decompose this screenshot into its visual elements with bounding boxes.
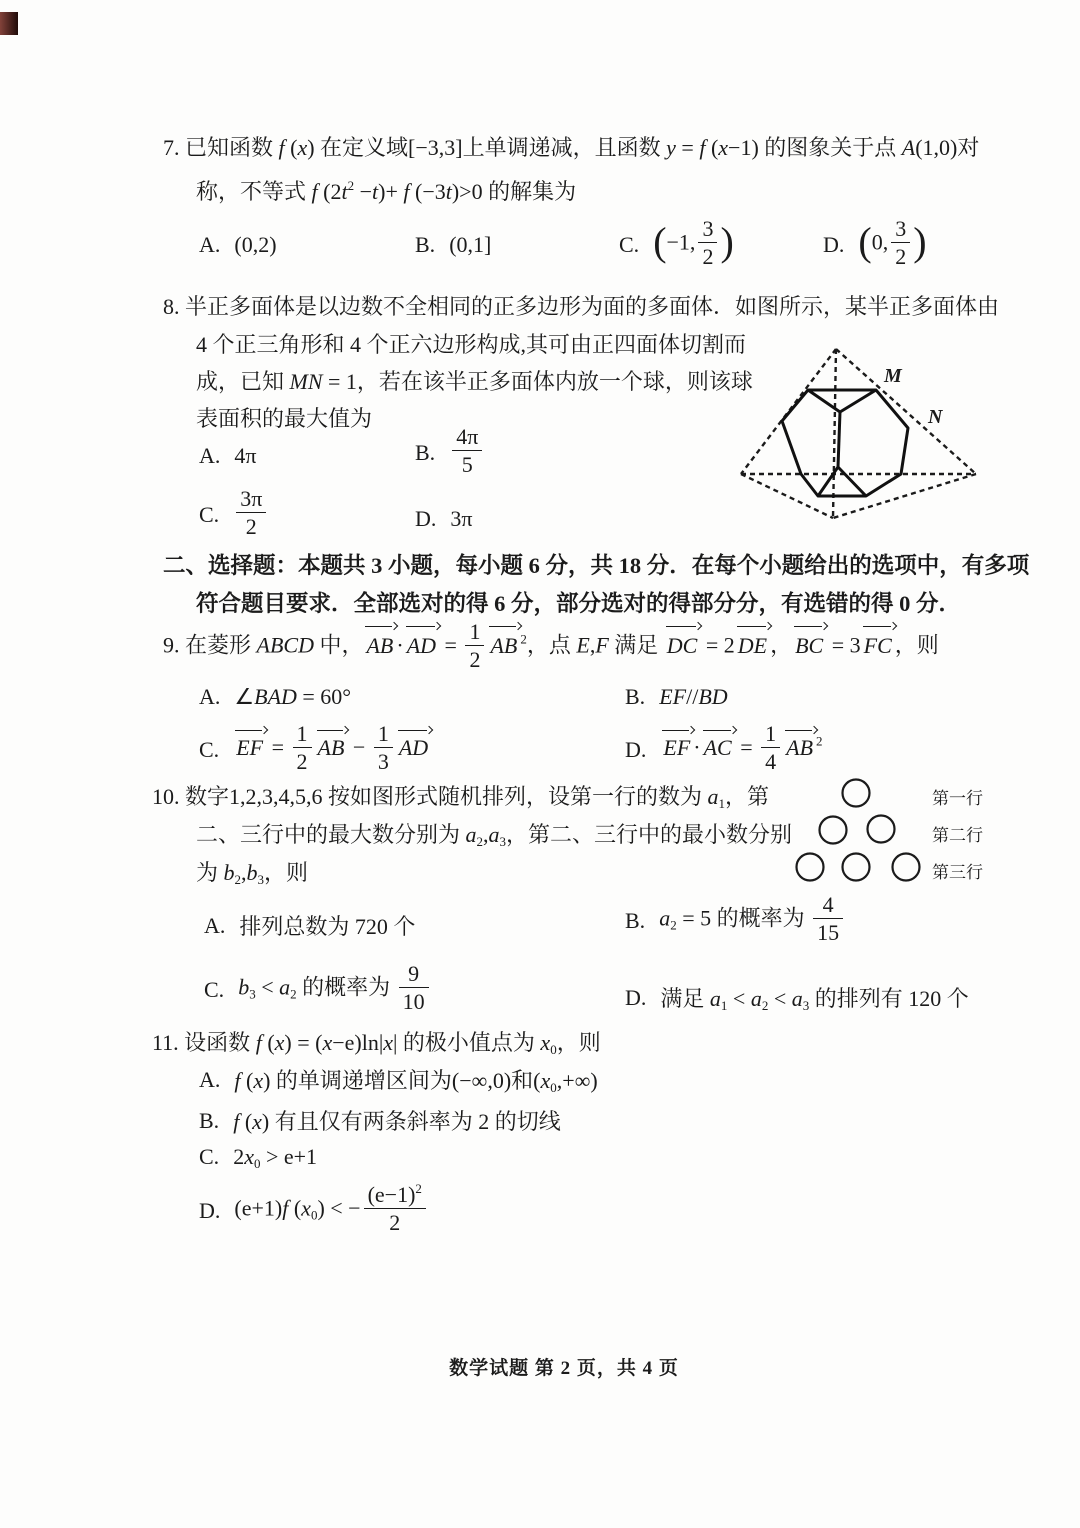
page-footer: 数学试题 第 2 页，共 4 页: [449, 1358, 679, 1379]
question-10-stem-line-1: 10. 数字1,2,3,4,5,6 按如图形式随机排列，设第一行的数为 $a_1$，第: [152, 784, 770, 811]
circle-grid-row-label-3: 第三行: [932, 863, 983, 882]
question-10-stem-line-2: 二、三行中的最大数分别为 $a_2,a_3$，第二、三行中的最小数分别: [196, 822, 793, 849]
option-content: (0, $\frac{3}{2}$ ): [858, 216, 927, 270]
question-10-option-d: [625, 982, 969, 1013]
circle-grid-row-label-1: 第一行: [932, 789, 983, 808]
question-7-stem-line-1: 7. 已知函数 f (x) 在定义域[−3,3]上单调递减，且函数 y = f (x−1) 的图象关于点 A(1,0)对: [163, 135, 980, 160]
option-content: $b_3 < a_2$ 的概率为 $\frac{9}{10}$: [238, 964, 431, 1015]
option-content: (−1, $\frac{3}{2}$ ): [653, 216, 734, 270]
question-9-stem: 9. 在菱形 ABCD 中， AB · AD = $\frac{1}{2}$ AB $^2$，点 E,F 满足 DC = 2 DE ， BC = 3 FC ，则: [163, 619, 939, 673]
question-7-stem-line-2: 称，不等式 f $(2t^2 -t)+ f$ (−3t)>0 的解集为: [196, 178, 577, 204]
section-2-header-line-2: 符合题目要求．全部选对的得 6 分，部分选对的得部分分，有选错的得 0 分．: [196, 591, 962, 616]
question-11-stem: 11. 设函数 f (x) = (x−e)ln|x| 的极小值点为 $x_0$，则: [152, 1030, 601, 1057]
corner-scan-mark: [0, 12, 18, 35]
option-content: f (x) 的单调递增区间为(−∞,0)和$(x_0,+\infty)$: [234, 1068, 598, 1095]
question-8-option-d: [415, 506, 473, 532]
option-label: D.: [199, 1197, 221, 1223]
question-11-option-c: [199, 1144, 317, 1170]
question-11-option-a: [199, 1064, 598, 1095]
question-8-stem-line-1: 8. 半正多面体是以边数不全相同的正多边形为面的多面体．如图所示，某半正多面体由: [163, 294, 1000, 319]
option-label: A.: [199, 443, 221, 468]
option-content: 3π: [450, 506, 473, 531]
polyhedron-vertex-label-n: N: [928, 406, 943, 428]
question-8-stem-line-3: 成，已知 MN = 1，若在该半正多面体内放一个球，则该球: [196, 369, 753, 394]
option-content: 4π: [234, 443, 257, 468]
question-8-option-a: [199, 443, 257, 469]
option-content: EF//BD: [659, 684, 728, 709]
circle-grid-row-label-2: 第二行: [932, 826, 983, 845]
option-content: (e+1)f $(x_0)$ < − $\frac{(e-1)^2}{2}$: [234, 1185, 429, 1236]
question-11-option-b: [199, 1105, 561, 1136]
question-9-option-b: [625, 684, 728, 710]
option-label: A.: [204, 912, 226, 938]
option-content: 满足 $a_1 < a_2 < a_3$ 的排列有 120 个: [660, 986, 969, 1013]
option-label: C.: [199, 1144, 220, 1169]
option-content: (0,1]: [449, 232, 492, 257]
question-10-option-b: [625, 892, 846, 946]
option-content: f (x) 有且仅有两条斜率为 2 的切线: [233, 1109, 561, 1134]
question-9-option-a: [199, 684, 351, 710]
option-label: C.: [199, 501, 220, 527]
question-7-option-a: [199, 232, 277, 258]
question-10-option-c: [204, 961, 432, 1015]
option-content: EF = $\frac{1}{2}$ AB − $\frac{1}{3}$ AD: [236, 721, 429, 775]
question-8-option-c: [199, 486, 269, 540]
option-content: 排列总数为 720 个: [239, 914, 416, 939]
option-label: D.: [625, 984, 647, 1010]
section-2-header-line-1: 二、选择题：本题共 3 小题，每小题 6 分，共 18 分．在每个小题给出的选项中，有多项: [163, 553, 1030, 578]
option-label: D.: [415, 506, 437, 531]
question-9-option-d: [625, 721, 823, 775]
question-10-option-a: [204, 910, 415, 941]
option-label: A.: [199, 684, 221, 709]
option-content: $a_2 = 5$ 的概率为 $\frac{4}{15}$: [659, 895, 846, 946]
option-content: ∠BAD = 60°: [234, 684, 352, 709]
option-content: $\frac{4\pi}{5}$: [449, 427, 485, 478]
question-7-option-c: [619, 216, 734, 270]
option-label: B.: [625, 684, 646, 709]
question-7-option-b: [415, 232, 491, 258]
option-label: B.: [199, 1107, 220, 1133]
option-content: EF · AC = $\frac{1}{4}$ AB $^2$: [663, 721, 823, 775]
polyhedron-figure: [733, 333, 983, 533]
question-10-stem-line-3: 为 $b_2,b_3$，则: [196, 860, 309, 887]
option-label: C.: [204, 976, 225, 1002]
option-label: A.: [199, 1066, 221, 1092]
option-content: $2x_0 > e+1$: [233, 1144, 318, 1171]
question-8-stem-line-4: 表面积的最大值为: [196, 406, 373, 431]
question-8-option-b: [415, 424, 485, 478]
option-label: B.: [625, 907, 646, 933]
question-7-option-d: [823, 216, 927, 270]
polyhedron-vertex-label-m: M: [884, 365, 902, 387]
question-9-option-c: [199, 721, 431, 775]
option-label: A.: [199, 232, 221, 257]
option-label: C.: [199, 736, 220, 762]
option-label: C.: [619, 231, 640, 257]
option-label: D.: [823, 231, 845, 257]
option-content: (0,2): [234, 232, 277, 257]
option-label: B.: [415, 439, 436, 465]
question-11-option-d: [199, 1181, 429, 1236]
question-8-stem-line-2: 4 个正三角形和 4 个正六边形构成,其可由正四面体切割而: [196, 332, 747, 357]
option-label: B.: [415, 232, 436, 257]
option-label: D.: [625, 736, 647, 762]
option-content: $\frac{3\pi}{2}$: [233, 489, 269, 540]
